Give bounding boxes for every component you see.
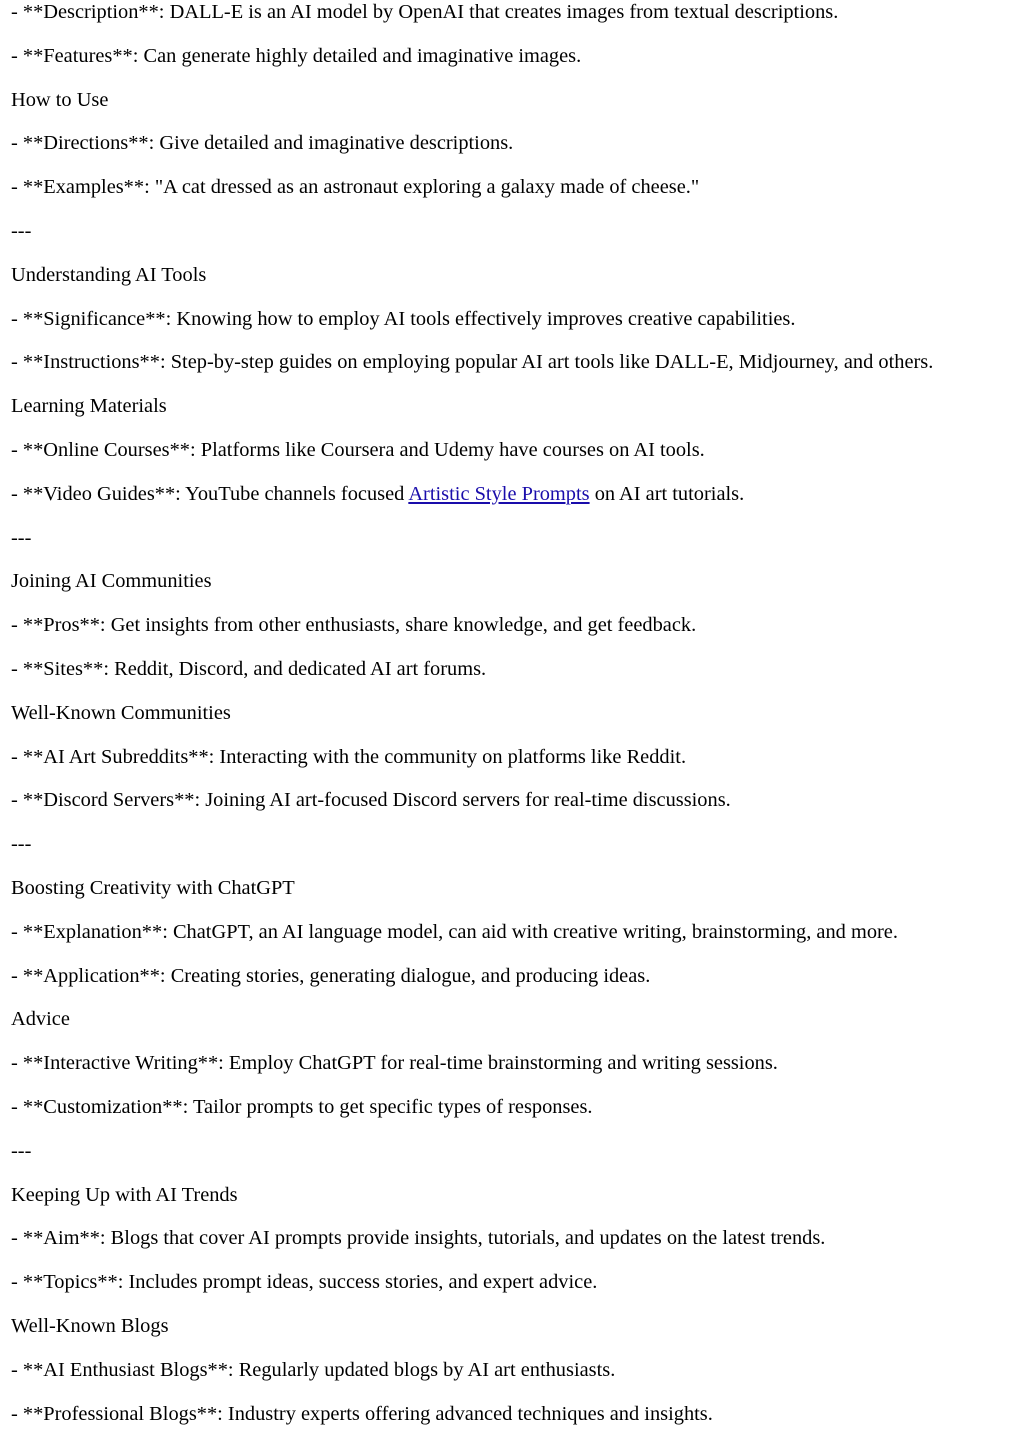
separator: --- (11, 526, 32, 549)
bullet-customization: - **Customization**: Tailor prompts to get specific types of responses. (11, 1095, 593, 1118)
heading-joining-ai-communities: Joining AI Communities (11, 570, 212, 593)
heading-understanding-ai-tools: Understanding AI Tools (11, 263, 207, 286)
separator: --- (11, 833, 32, 856)
heading-well-known-communities: Well-Known Communities (11, 701, 231, 724)
bullet-instructions: - **Instructions**: Step-by-step guides on employing popular AI art tools like DALL-E, Midjourney, and others. (11, 351, 934, 374)
heading-well-known-blogs: Well-Known Blogs (11, 1314, 169, 1337)
heading-keeping-up-with-ai-trends: Keeping Up with AI Trends (11, 1183, 238, 1206)
bullet-aim: - **Aim**: Blogs that cover AI prompts provide insights, tutorials, and updates on the latest trends. (11, 1227, 826, 1250)
bullet-directions: - **Directions**: Give detailed and imaginative descriptions. (11, 132, 514, 155)
bullet-examples: - **Examples**: "A cat dressed as an astronaut exploring a galaxy made of cheese." (11, 176, 700, 199)
bullet-sites: - **Sites**: Reddit, Discord, and dedicated AI art forums. (11, 657, 487, 680)
bullet-features: - **Features**: Can generate highly detailed and imaginative images. (11, 44, 582, 67)
heading-boosting-creativity: Boosting Creativity with ChatGPT (11, 876, 295, 899)
video-guides-text-after: on AI art tutorials. (589, 482, 745, 505)
bullet-application: - **Application**: Creating stories, generating dialogue, and producing ideas. (11, 964, 651, 987)
heading-how-to-use: How to Use (11, 88, 109, 111)
video-guides-text-before: - **Video Guides**: YouTube channels focused (11, 482, 409, 505)
document-body (11, 0, 1016, 1445)
bullet-explanation: - **Explanation**: ChatGPT, an AI language model, can aid with creative writing, brainstorming, and more. (11, 920, 898, 943)
bullet-significance: - **Significance**: Knowing how to employ AI tools effectively improves creative capabilities. (11, 307, 796, 330)
bullet-ai-enthusiast-blogs: - **AI Enthusiast Blogs**: Regularly updated blogs by AI art enthusiasts. (11, 1358, 616, 1381)
bullet-discord-servers: - **Discord Servers**: Joining AI art-focused Discord servers for real-time discussions. (11, 789, 731, 812)
bullet-video-guides (11, 482, 1016, 526)
heading-advice: Advice (11, 1008, 70, 1031)
heading-learning-materials: Learning Materials (11, 395, 167, 418)
artistic-style-prompts-link[interactable]: Artistic Style Prompts (408, 482, 590, 505)
bullet-professional-blogs: - **Professional Blogs**: Industry experts offering advanced techniques and insights. (11, 1402, 713, 1425)
bullet-topics: - **Topics**: Includes prompt ideas, success stories, and expert advice. (11, 1271, 598, 1294)
separator: --- (11, 1139, 32, 1162)
bullet-online-courses: - **Online Courses**: Platforms like Coursera and Udemy have courses on AI tools. (11, 438, 705, 461)
bullet-interactive-writing: - **Interactive Writing**: Employ ChatGPT for real-time brainstorming and writing sessions. (11, 1052, 778, 1075)
separator: --- (11, 219, 32, 242)
bullet-pros: - **Pros**: Get insights from other enthusiasts, share knowledge, and get feedback. (11, 614, 697, 637)
bullet-ai-art-subreddits: - **AI Art Subreddits**: Interacting with the community on platforms like Reddit. (11, 745, 687, 768)
bullet-description: - **Description**: DALL-E is an AI model by OpenAI that creates images from textual descriptions. (11, 1, 839, 23)
